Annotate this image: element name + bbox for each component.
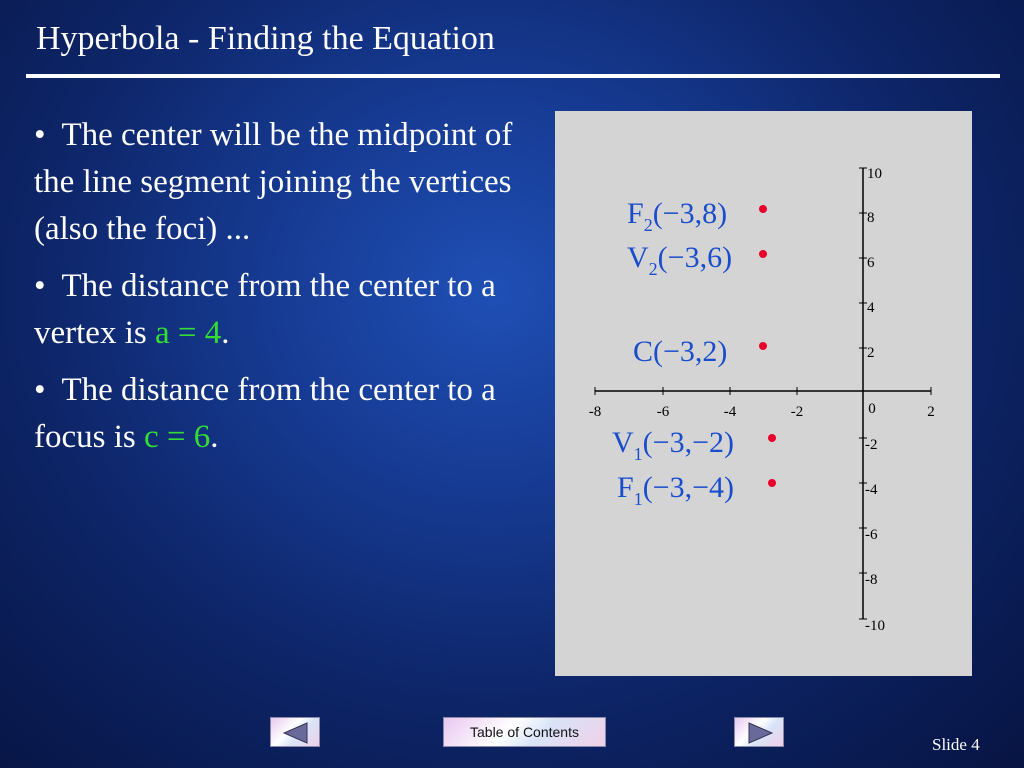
point-label <box>627 197 727 235</box>
point-letter: V <box>627 241 649 274</box>
point-label <box>612 426 734 464</box>
y-tick-label: -2 <box>865 437 878 453</box>
x-tick-label: -6 <box>656 404 670 420</box>
point-coords: (−3,8) <box>652 197 728 230</box>
point-subscript: 1 <box>633 489 643 509</box>
previous-slide-button[interactable] <box>270 717 320 747</box>
coordinate-graph <box>555 111 972 676</box>
bullet-suffix: . <box>210 419 219 455</box>
point-letter: V <box>612 426 634 459</box>
point-letter: F <box>627 197 644 230</box>
point-label <box>617 471 734 509</box>
point-letter: F <box>617 471 634 504</box>
table-of-contents-button[interactable]: Table of Contents <box>443 717 606 747</box>
bullet-item: • The distance from the center to a vertex is a = 4. <box>34 268 496 351</box>
y-tick-label: 2 <box>867 345 875 361</box>
point-subscript: 2 <box>643 215 653 235</box>
triangle-left-icon <box>271 718 321 748</box>
x-tick-label: -8 <box>588 404 602 420</box>
y-tick-label: -4 <box>865 482 878 498</box>
bullet-text: The center will be the midpoint of the line segment joining the vertices (also the foci) ... <box>34 117 513 247</box>
x-tick-label: 2 <box>927 404 935 420</box>
x-tick-label: -4 <box>723 404 737 420</box>
point-subscript: 1 <box>633 444 643 464</box>
point-label <box>633 335 727 368</box>
point-dot <box>759 205 767 213</box>
point-coords: (−3,−2) <box>642 426 734 459</box>
y-tick-label: -10 <box>865 618 885 634</box>
y-tick-label: -8 <box>865 572 878 588</box>
x-tick-label: 0 <box>868 401 876 417</box>
point-letter: C <box>633 335 654 368</box>
triangle-right-icon <box>735 718 785 748</box>
y-tick-label: 10 <box>867 166 882 182</box>
bullet-text: The distance from the center to a focus is <box>34 372 496 455</box>
point-subscript: 2 <box>648 259 658 279</box>
point-dot <box>759 250 767 258</box>
bullet-item: • The distance from the center to a focus is c = 6. <box>34 372 496 455</box>
y-tick-label: -6 <box>865 527 878 543</box>
point-dot <box>768 434 776 442</box>
point-label <box>627 241 732 279</box>
next-slide-button[interactable] <box>734 717 784 747</box>
y-tick-label: 6 <box>867 255 875 271</box>
bullet-suffix: . <box>221 315 230 351</box>
x-tick-label: -2 <box>790 404 804 420</box>
graph-canvas <box>555 111 972 676</box>
slide-title: Hyperbola - Finding the Equation <box>36 20 495 57</box>
point-coords: (−3,6) <box>657 241 733 274</box>
bullet-highlight: a = 4 <box>154 315 222 351</box>
bullet-item: • The center will be the midpoint of the line segment joining the vertices (also the foci) ... <box>34 117 513 247</box>
bullet-highlight: c = 6 <box>144 419 211 455</box>
title-divider <box>26 74 1000 78</box>
point-coords: (−3,−4) <box>642 471 735 504</box>
y-tick-label: 8 <box>867 210 875 226</box>
point-dot <box>759 342 767 350</box>
bullet-text: The distance from the center to a vertex is <box>34 268 496 351</box>
slide-number: Slide 4 <box>932 735 980 754</box>
point-dot <box>768 479 776 487</box>
bullet-list <box>34 112 534 471</box>
point-coords: (−3,2) <box>653 335 728 368</box>
y-tick-label: 4 <box>867 300 875 316</box>
